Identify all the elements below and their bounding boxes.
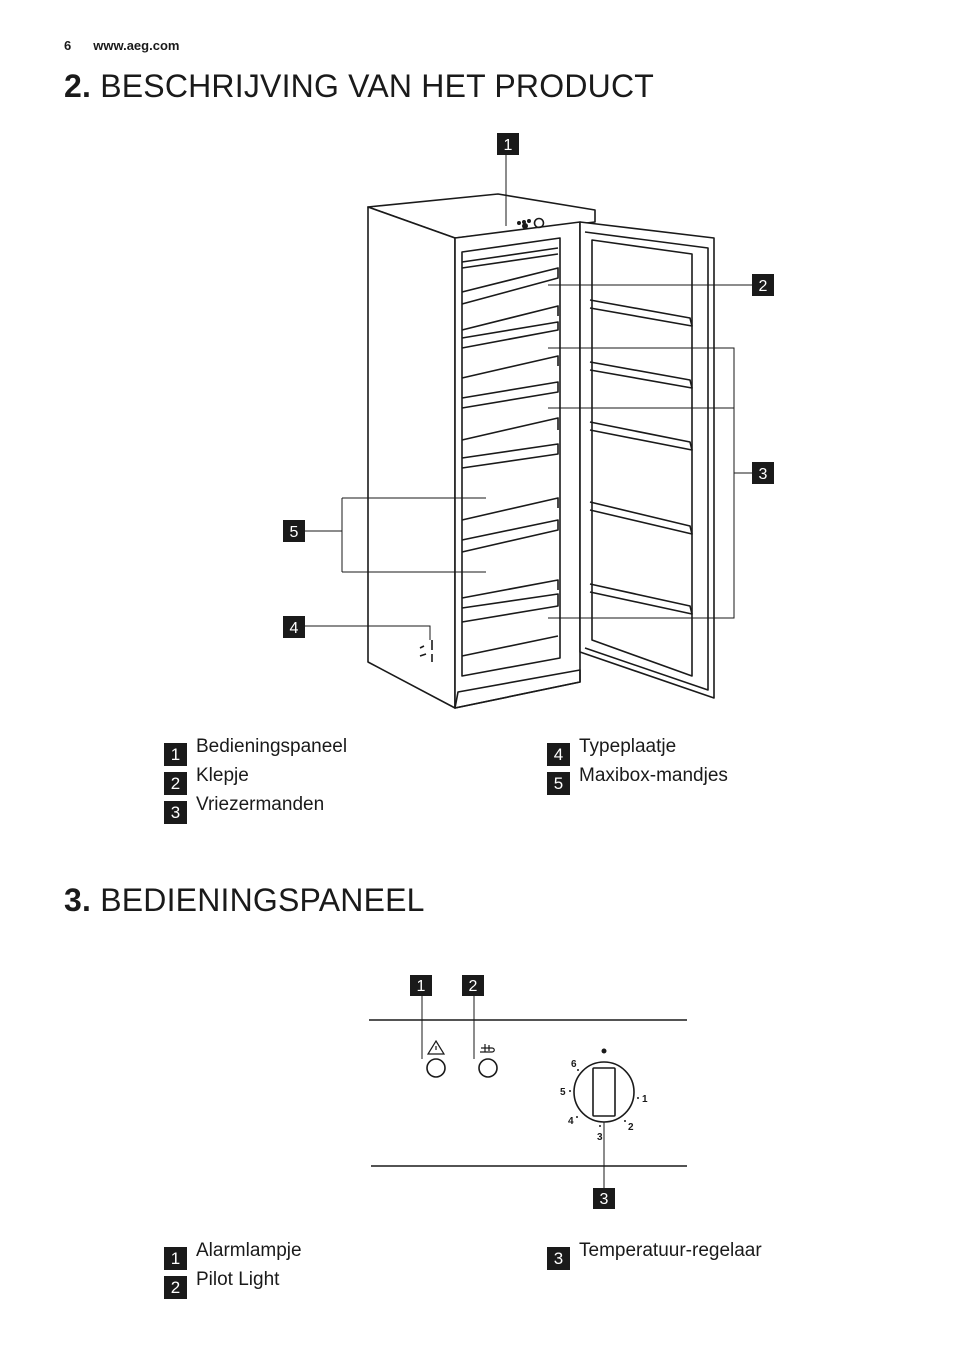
legend-badge: 1 [164, 1247, 187, 1270]
legend-badge: 5 [547, 772, 570, 795]
legend-item [164, 736, 347, 765]
door-outer [580, 222, 714, 698]
legend-badge: 1 [164, 743, 187, 766]
callout-4 [283, 616, 305, 638]
pilot-light [479, 1059, 497, 1077]
section-2-number: 2. [64, 68, 92, 104]
legend-label: Temperatuur-regelaar [579, 1239, 762, 1261]
panel-callout-3 [593, 1188, 615, 1209]
callout-5 [283, 520, 305, 542]
dial-mark-3: 3 [597, 1132, 603, 1143]
legend-item [164, 1240, 302, 1269]
svg-text:4: 4 [289, 620, 299, 637]
alarm-lamp [427, 1059, 445, 1077]
plug-icon [480, 1044, 494, 1052]
legend-label: Klepje [196, 764, 249, 786]
panel-callout-1 [410, 975, 432, 996]
legend-item [164, 765, 347, 794]
dial-mark-2: 2 [628, 1122, 634, 1133]
section-2-legend-right [547, 736, 728, 794]
cabinet-front-frame [455, 222, 580, 708]
legend-item [164, 1269, 302, 1298]
dial-mark-5: 5 [560, 1087, 566, 1098]
warning-icon [428, 1041, 444, 1054]
header-url[interactable]: www.aeg.com [93, 38, 180, 53]
section-3-heading: BEDIENINGSPANEEL [100, 882, 425, 918]
svg-text:3: 3 [599, 1191, 609, 1208]
legend-badge: 3 [547, 1247, 570, 1270]
legend-label: Vriezermanden [196, 793, 325, 815]
temperature-dial [574, 1062, 634, 1122]
section-3-legend-left [164, 1240, 302, 1298]
page-number: 6 [64, 38, 72, 53]
legend-item [164, 794, 347, 823]
svg-text:1: 1 [416, 978, 426, 995]
legend-badge: 3 [164, 801, 187, 824]
dial-mark-6: 6 [571, 1059, 577, 1070]
legend-item [547, 736, 728, 765]
legend-badge: 2 [164, 772, 187, 795]
section-2-heading: BESCHRIJVING VAN HET PRODUCT [100, 68, 655, 104]
section-3-legend-right [547, 1240, 762, 1269]
svg-text:1: 1 [503, 137, 513, 154]
dial-mark-4: 4 [568, 1116, 574, 1127]
svg-text:3: 3 [758, 466, 768, 483]
legend-label: Alarmlampje [196, 1239, 302, 1261]
svg-text:2: 2 [758, 278, 768, 295]
legend-label: Bedieningspaneel [196, 735, 348, 757]
control-panel-illustration [0, 960, 954, 1220]
svg-text:2: 2 [468, 978, 478, 995]
section-3-number: 3. [64, 882, 92, 918]
callout-2 [752, 274, 774, 296]
svg-text:5: 5 [289, 524, 299, 541]
legend-item [547, 765, 728, 794]
dial-mark-1: 1 [642, 1094, 648, 1105]
panel-callout-2 [462, 975, 484, 996]
cabinet-left-side [368, 207, 455, 708]
callout-3 [752, 462, 774, 484]
legend-label: Maxibox-mandjes [579, 764, 728, 786]
section-2-legend-left [164, 736, 347, 823]
legend-label: Pilot Light [196, 1268, 280, 1290]
callout-1 [497, 133, 519, 155]
legend-badge: 4 [547, 743, 570, 766]
section-3-title [64, 882, 425, 919]
legend-badge: 2 [164, 1276, 187, 1299]
legend-item [547, 1240, 762, 1269]
legend-label: Typeplaatje [579, 735, 677, 757]
